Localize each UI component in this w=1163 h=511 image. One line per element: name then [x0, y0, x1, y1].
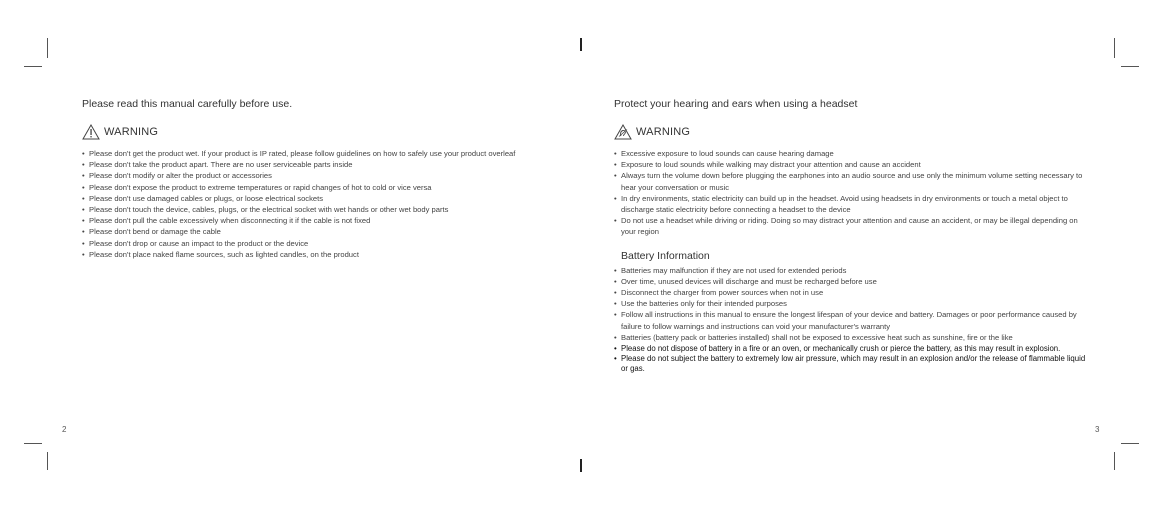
fold-mark [580, 459, 582, 472]
list-item: • Use the batteries only for their intended purposes [614, 298, 1094, 309]
list-item: • Batteries may malfunction if they are not used for extended periods [614, 265, 1094, 276]
warning-triangle-icon [82, 124, 100, 140]
crop-mark [24, 443, 42, 444]
left-page [82, 98, 562, 260]
crop-mark [1114, 452, 1115, 470]
crop-mark [47, 452, 48, 470]
right-page [614, 98, 1094, 373]
battery-list [614, 265, 1094, 343]
right-page-heading: Protect your hearing and ears when using a headset [614, 98, 858, 110]
battery-bold-list [614, 344, 1094, 373]
list-item: • Disconnect the charger from power sources when not in use [614, 287, 1094, 298]
list-item: • Please don't touch the device, cables, plugs, or the electrical socket with wet hands or other wet body parts [82, 204, 562, 215]
hearing-warning-icon [614, 124, 632, 140]
list-item: • In dry environments, static electricity can build up in the headset. Avoid using headsets in dry environments or touch a metal object to discharge static electricity before connecting a headset to the device [614, 193, 1094, 215]
crop-mark [24, 66, 42, 67]
crop-mark [1121, 66, 1139, 67]
left-page-number: 2 [62, 425, 67, 434]
list-item: • Excessive exposure to loud sounds can cause hearing damage [614, 148, 1094, 159]
list-item: • Exposure to loud sounds while walking may distract your attention and cause an accident [614, 159, 1094, 170]
list-item: • Do not use a headset while driving or riding. Doing so may distract your attention and cause an accident, or may be illegal depending on your region [614, 215, 1094, 237]
list-item: • Please don't modify or alter the product or accessories [82, 170, 562, 181]
right-warning-header [614, 124, 1094, 140]
list-item: • Batteries (battery pack or batteries installed) shall not be exposed to excessive heat such as sunshine, fire or the like [614, 332, 1094, 343]
list-item: • Over time, unused devices will discharge and must be recharged before use [614, 276, 1094, 287]
fold-mark [580, 38, 582, 51]
list-item: • Please do not subject the battery to extremely low air pressure, which may result in an explosion and/or the release of flammable liquid or gas. [614, 354, 1094, 373]
left-warning-header [82, 124, 562, 140]
left-warning-label: WARNING [104, 126, 159, 138]
list-item: • Always turn the volume down before plugging the earphones into an audio source and use only the minimum volume setting necessary to hear your conversation or music [614, 170, 1094, 192]
list-item: • Please do not dispose of battery in a fire or an oven, or mechanically crush or pierce the battery, as this may result in explosion. [614, 344, 1094, 353]
list-item: • Follow all instructions in this manual to ensure the longest lifespan of your device and battery. Damages or poor performance caused by failure to follow warnings and instructions can void your manufacturer's warranty [614, 309, 1094, 331]
list-item: • Please don't take the product apart. There are no user serviceable parts inside [82, 159, 562, 170]
list-item: • Please don't pull the cable excessively when disconnecting it if the cable is not fixed [82, 215, 562, 226]
list-item: • Please don't bend or damage the cable [82, 226, 562, 237]
left-page-heading: Please read this manual carefully before use. [82, 98, 293, 110]
left-warnings-list [82, 148, 562, 260]
list-item: • Please don't place naked flame sources, such as lighted candles, on the product [82, 249, 562, 260]
list-item: • Please don't expose the product to extreme temperatures or rapid changes of hot to cold or vice versa [82, 182, 562, 193]
list-item: • Please don't use damaged cables or plugs, or loose electrical sockets [82, 193, 562, 204]
battery-heading: Battery Information [621, 249, 710, 262]
list-item: • Please don't get the product wet. If your product is IP rated, please follow guidelines on how to safely use your product overleaf [82, 148, 562, 159]
right-warning-label: WARNING [636, 126, 691, 138]
crop-mark [47, 38, 48, 58]
right-page-number: 3 [1095, 425, 1100, 434]
right-warnings-list [614, 148, 1094, 238]
crop-mark [1114, 38, 1115, 58]
crop-mark [1121, 443, 1139, 444]
list-item: • Please don't drop or cause an impact to the product or the device [82, 238, 562, 249]
